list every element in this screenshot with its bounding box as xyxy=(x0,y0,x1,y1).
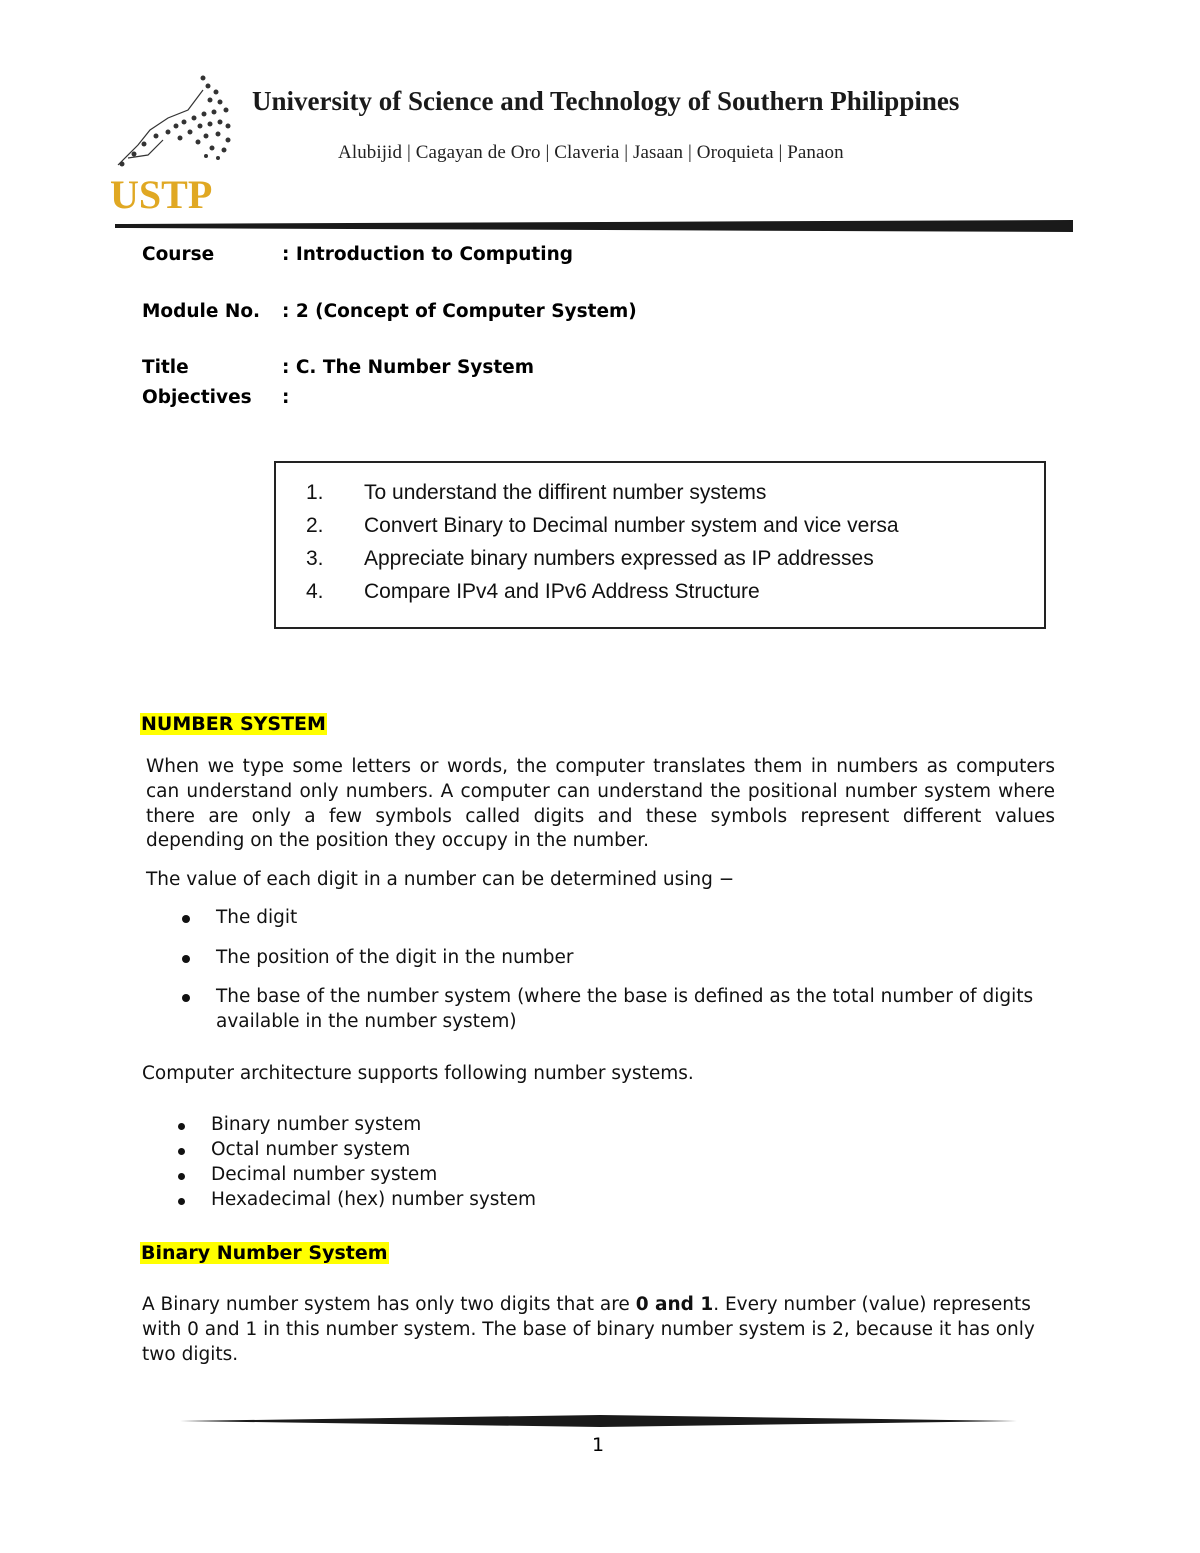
course-value: : Introduction to Computing xyxy=(282,244,574,265)
header-divider xyxy=(115,218,1073,234)
objectives-colon: : xyxy=(282,387,290,408)
binary-digits-emphasis: 0 and 1 xyxy=(635,1294,714,1315)
value-item: The base of the number system (where the base is defined as the total number of digits xyxy=(216,986,1034,1007)
ustp-logo-text: USTP xyxy=(110,172,213,215)
binary-heading: Binary Number System xyxy=(141,1242,388,1264)
objectives-list xyxy=(306,481,899,613)
module-label: Module No. xyxy=(142,301,261,322)
value-item-continued: available in the number system) xyxy=(216,1011,517,1032)
objectives-label: Objectives xyxy=(142,387,252,408)
objective-text: Appreciate binary numbers expressed as IP addresses xyxy=(364,547,874,570)
objective-item xyxy=(306,580,899,613)
objective-number: 1. xyxy=(306,481,324,504)
bullet-icon xyxy=(178,1148,185,1155)
binary-paragraph-line1 xyxy=(142,1294,1031,1315)
bullet-icon xyxy=(178,1123,185,1130)
objective-number: 4. xyxy=(306,580,324,603)
objective-text: To understand the diffirent number systems xyxy=(364,481,767,504)
campus-list: Alubijid | Cagayan de Oro | Claveria | Jasaan | Oroquieta | Panaon xyxy=(338,142,844,163)
number-system-heading: NUMBER SYSTEM xyxy=(141,713,326,735)
architecture-intro: Computer architecture supports following number systems. xyxy=(142,1063,694,1084)
bullet-icon xyxy=(178,1198,185,1205)
system-item: Binary number system xyxy=(211,1114,422,1135)
bullet-icon xyxy=(182,994,190,1002)
system-item: Decimal number system xyxy=(211,1164,438,1185)
value-intro: The value of each digit in a number can be determined using − xyxy=(146,869,735,890)
objectives-box xyxy=(274,461,1046,629)
objective-item xyxy=(306,547,899,580)
footer-divider xyxy=(180,1414,1020,1428)
value-item: The digit xyxy=(216,907,298,928)
bullet-icon xyxy=(182,915,190,923)
page-number: 1 xyxy=(592,1434,605,1456)
university-name: University of Science and Technology of Southern Philippines xyxy=(252,86,960,116)
bullet-icon xyxy=(178,1173,185,1180)
module-value: : 2 (Concept of Computer System) xyxy=(282,301,637,322)
objective-item xyxy=(306,514,899,547)
binary-paragraph-line2: with 0 and 1 in this number system. The base of binary number system is 2, because it has only xyxy=(142,1319,1035,1340)
binary-paragraph-line3: two digits. xyxy=(142,1344,239,1365)
value-item: The position of the digit in the number xyxy=(216,947,574,968)
title-label: Title xyxy=(142,357,189,378)
binary-text: . Every number (value) represents xyxy=(713,1294,1031,1315)
objective-number: 2. xyxy=(306,514,324,537)
course-label: Course xyxy=(142,244,215,265)
title-value: : C. The Number System xyxy=(282,357,535,378)
system-item: Octal number system xyxy=(211,1139,411,1160)
objective-number: 3. xyxy=(306,547,324,570)
objective-item xyxy=(306,481,899,514)
objective-text: Compare IPv4 and IPv6 Address Structure xyxy=(364,580,760,603)
ustp-logo xyxy=(108,70,248,215)
binary-text: A Binary number system has only two digits that are xyxy=(142,1294,636,1315)
number-system-paragraph: When we type some letters or words, the computer translates them in numbers as computers can understand only numbers. A computer can understand the positional number system where there are only a few symbols called digits and these symbols represent different values depending on the position they occupy in the number. xyxy=(146,756,1055,852)
system-item: Hexadecimal (hex) number system xyxy=(211,1189,537,1210)
objective-text: Convert Binary to Decimal number system and vice versa xyxy=(364,514,899,537)
bullet-icon xyxy=(182,955,190,963)
